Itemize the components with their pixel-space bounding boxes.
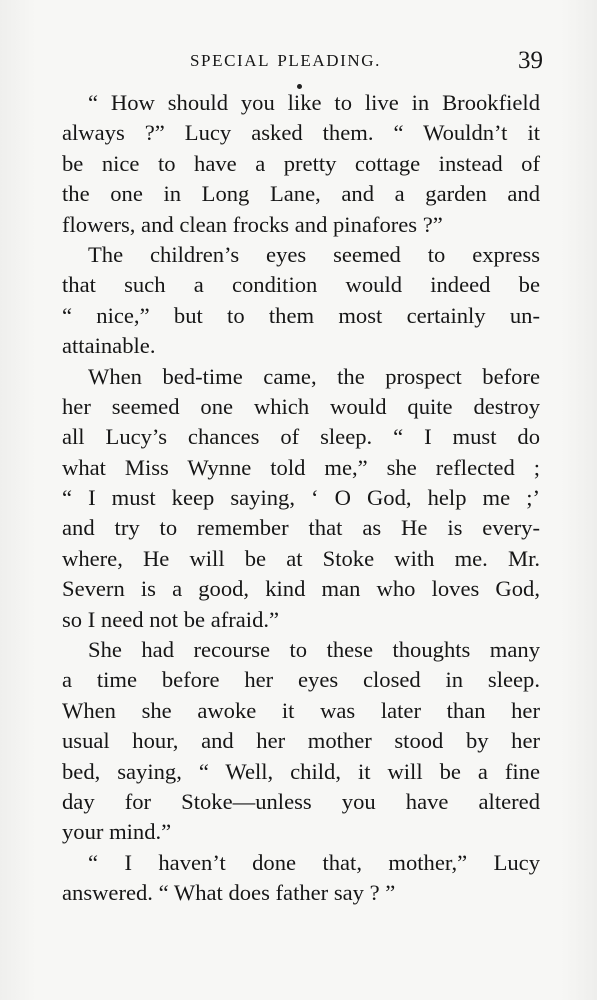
text-line: so I need not be afraid.” — [62, 606, 280, 632]
text-line: Severn is a good, kind man who loves God, — [62, 576, 540, 602]
text-line: “ I must keep saying, ‘ O God, help me ;’ — [62, 485, 540, 511]
text-line: usual hour, and her mother stood by her — [62, 728, 540, 754]
text-line: her seemed one which would quite destroy — [62, 393, 540, 419]
text-line: answered. “ What does father say ? ” — [62, 880, 396, 906]
text-line: the one in Long Lane, and a garden and — [62, 181, 540, 207]
text-line: and try to remember that as He is every- — [62, 515, 540, 541]
text-line: attainable. — [62, 333, 156, 359]
text-line: that such a condition would indeed be — [62, 272, 540, 298]
text-line: flowers, and clean frocks and pinafores ?” — [62, 211, 443, 237]
page-number: 39 — [518, 47, 543, 74]
text-line: always ?” Lucy asked them. “ Wouldn’t it — [62, 120, 540, 146]
text-line: “ I haven’t done that, mother,” Lucy — [88, 849, 540, 875]
text-line: When bed-time came, the prospect before — [88, 363, 540, 389]
text-line: where, He will be at Stoke with me. Mr. — [62, 545, 540, 571]
text-line: “ How should you like to live in Brookfield — [88, 90, 540, 115]
text-line: day for Stoke—unless you have altered — [62, 788, 540, 814]
text-line: “ nice,” but to them most certainly un- — [62, 302, 540, 328]
text-line: all Lucy’s chances of sleep. “ I must do — [62, 424, 540, 450]
text-line: She had recourse to these thoughts many — [88, 637, 540, 663]
text-line: bed, saying, “ Well, child, it will be a fine — [62, 758, 540, 784]
text-line: When she awoke it was later than her — [62, 697, 540, 723]
text-line: The children’s eyes seemed to express — [88, 241, 540, 267]
running-head — [0, 47, 597, 77]
text-line: your mind.” — [62, 819, 172, 845]
text-line: be nice to have a pretty cottage instead of — [62, 150, 540, 176]
running-title: SPECIAL PLEADING. — [190, 51, 382, 70]
body-text — [62, 88, 540, 909]
text-line: what Miss Wynne told me,” she reflected ; — [62, 454, 540, 480]
text-line: a time before her eyes closed in sleep. — [62, 667, 540, 693]
